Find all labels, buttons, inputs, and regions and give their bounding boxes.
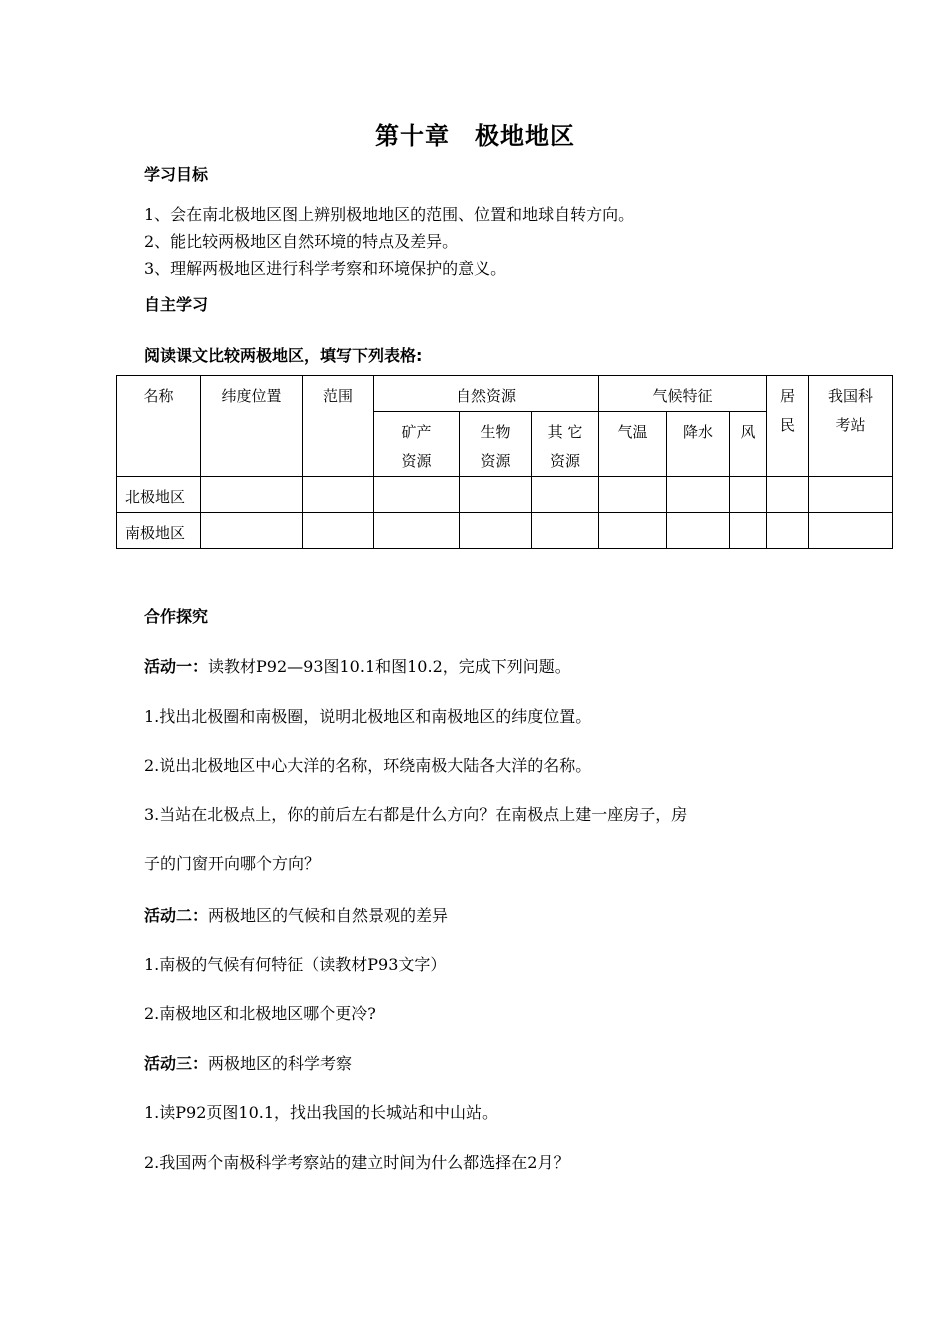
- blank-cell[interactable]: [201, 513, 303, 549]
- activity-three: [144, 1051, 352, 1074]
- question: 1.找出北极圈和南极圈，说明北极地区和南极地区的纬度位置。: [144, 707, 592, 726]
- blank-cell[interactable]: [730, 513, 767, 549]
- header-temperature: 气温: [599, 412, 667, 477]
- row-label-antarctic: 南极地区: [117, 513, 201, 549]
- blank-cell[interactable]: [374, 477, 460, 513]
- header-natural-resources: 自然资源: [374, 376, 599, 412]
- page-title: 第十章 极地地区: [375, 122, 575, 150]
- activity-one-label: 活动一：: [144, 657, 209, 676]
- blank-cell[interactable]: [303, 513, 374, 549]
- table-row: [117, 477, 893, 513]
- blank-cell[interactable]: [303, 477, 374, 513]
- header-station: 我国科 考站: [809, 376, 893, 477]
- blank-cell[interactable]: [599, 513, 667, 549]
- activity-one: [144, 654, 571, 677]
- blank-cell[interactable]: [532, 477, 599, 513]
- activity-two: [144, 903, 448, 926]
- blank-cell[interactable]: [809, 477, 893, 513]
- question: 1.读P92页图10.1，找出我国的长城站和中山站。: [144, 1103, 499, 1122]
- blank-cell[interactable]: [532, 513, 599, 549]
- question-continued: 子的门窗开向哪个方向？: [144, 854, 321, 873]
- header-residents: 居 民: [767, 376, 809, 477]
- header-mineral: 矿产 资源: [374, 412, 460, 477]
- objective-item: 3、理解两极地区进行科学考察和环境保护的意义。: [144, 259, 507, 278]
- self-study-heading: 自主学习: [144, 295, 209, 314]
- objective-item: 2、能比较两极地区自然环境的特点及差异。: [144, 232, 459, 251]
- blank-cell[interactable]: [767, 513, 809, 549]
- blank-cell[interactable]: [730, 477, 767, 513]
- blank-cell[interactable]: [667, 513, 730, 549]
- blank-cell[interactable]: [374, 513, 460, 549]
- question: 3.当站在北极点上，你的前后左右都是什么方向？在南极点上建一座房子，房: [144, 805, 688, 824]
- header-precipitation: 降水: [667, 412, 730, 477]
- activity-two-text: 两极地区的气候和自然景观的差异: [208, 906, 449, 925]
- cooperation-heading: 合作探究: [144, 607, 209, 626]
- question: 1.南极的气候有何特征（读教材P93文字）: [144, 955, 447, 974]
- comparison-table: [116, 375, 893, 549]
- blank-cell[interactable]: [809, 513, 893, 549]
- blank-cell[interactable]: [767, 477, 809, 513]
- header-latitude: 纬度位置: [201, 376, 303, 477]
- blank-cell[interactable]: [599, 477, 667, 513]
- blank-cell[interactable]: [460, 513, 532, 549]
- activity-three-label: 活动三：: [144, 1054, 209, 1073]
- question: 2.南极地区和北极地区哪个更冷?: [144, 1004, 376, 1023]
- table-row: [117, 513, 893, 549]
- blank-cell[interactable]: [201, 477, 303, 513]
- question: 2.我国两个南极科学考察站的建立时间为什么都选择在2月？: [144, 1153, 570, 1172]
- question: 2.说出北极地区中心大洋的名称，环绕南极大陆各大洋的名称。: [144, 756, 592, 775]
- objective-item: 1、会在南北极地区图上辨别极地地区的范围、位置和地球自转方向。: [144, 205, 635, 224]
- header-climate: 气候特征: [599, 376, 767, 412]
- objectives-heading: 学习目标: [144, 165, 209, 184]
- header-wind: 风: [730, 412, 767, 477]
- activity-three-text: 两极地区的科学考察: [208, 1054, 353, 1073]
- header-other: 其 它 资源: [532, 412, 599, 477]
- activity-one-text: 读教材P92—93图10.1和图10.2，完成下列问题。: [208, 657, 571, 676]
- header-name: 名称: [117, 376, 201, 477]
- blank-cell[interactable]: [460, 477, 532, 513]
- table-instruction: 阅读课文比较两极地区，填写下列表格:: [144, 346, 423, 365]
- header-range: 范围: [303, 376, 374, 477]
- activity-two-label: 活动二：: [144, 906, 209, 925]
- blank-cell[interactable]: [667, 477, 730, 513]
- header-biological: 生物 资源: [460, 412, 532, 477]
- row-label-arctic: 北极地区: [117, 477, 201, 513]
